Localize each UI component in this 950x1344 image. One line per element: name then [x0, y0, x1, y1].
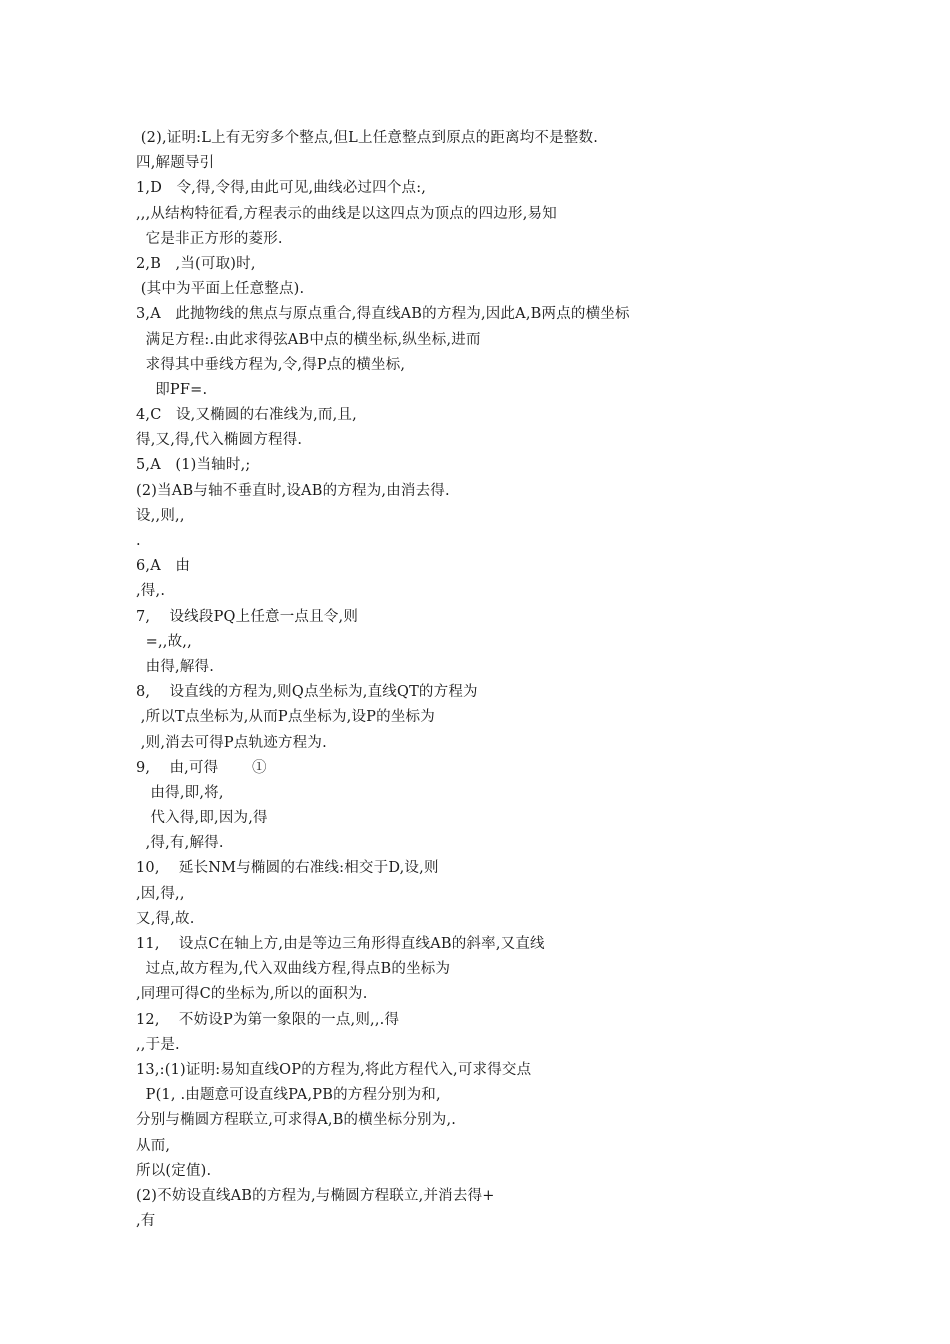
text-line: 代入得,即,因为,得: [136, 810, 268, 827]
text-line: ,则,消去可得P点轨迹方程为.: [136, 734, 327, 751]
text-line: 9, 由,可得 ①: [136, 759, 267, 776]
text-line: ,同理可得C的坐标为,所以的面积为.: [136, 986, 368, 1003]
text-line: 从而,: [136, 1137, 171, 1154]
text-line: 过点,故方程为,代入双曲线方程,得点B的坐标为: [136, 961, 451, 978]
text-line: 13,:(1)证明:易知直线OP的方程为,将此方程代入,可求得交点: [136, 1061, 532, 1078]
text-line: 求得其中垂线方程为,令,得P点的横坐标,: [136, 356, 406, 373]
text-line: (2)当AB与轴不垂直时,设AB的方程为,由消去得.: [136, 482, 450, 499]
text-line: ,所以T点坐标为,从而P点坐标为,设P的坐标为: [136, 709, 435, 726]
text-line: 满足方程:.由此求得弦AB中点的横坐标,纵坐标,进而: [136, 331, 481, 348]
text-line: 又,得,故.: [136, 910, 195, 927]
text-line: 得,又,得,代入椭圆方程得.: [136, 432, 303, 449]
text-line: 10, 延长NM与椭圆的右准线:相交于D,设,则: [136, 860, 439, 877]
text-line: ,因,得,,: [136, 885, 185, 902]
text-line: P(1, .由题意可设直线PA,PB的方程分别为和,: [136, 1087, 441, 1104]
text-line: 3,A 此抛物线的焦点与原点重合,得直线AB的方程为,因此A,B两点的横坐标: [136, 306, 630, 323]
text-line: (其中为平面上任意整点).: [136, 281, 305, 298]
text-line: ,得,.: [136, 583, 166, 600]
text-line: ,得,有,解得.: [136, 835, 224, 852]
text-line: ,有: [136, 1213, 156, 1230]
text-line: 设,,则,,: [136, 507, 185, 524]
text-line: 由得,解得.: [136, 658, 215, 675]
text-line: 所以(定值).: [136, 1162, 212, 1179]
text-line: ,,于是.: [136, 1036, 180, 1053]
text-line: =,,故,,: [136, 633, 192, 650]
text-line: 即PF=.: [136, 381, 208, 398]
text-line: 4,C 设,又椭圆的右准线为,而,且,: [136, 407, 357, 424]
text-line: .: [136, 533, 141, 549]
text-line: 11, 设点C在轴上方,由是等边三角形得直线AB的斜率,又直线: [136, 936, 545, 952]
text-line: 2,B ,当(可取)时,: [136, 255, 256, 272]
document-body: [136, 126, 836, 1234]
text-line: 8, 设直线的方程为,则Q点坐标为,直线QT的方程为: [136, 684, 478, 701]
text-line: 1,D 令,得,令得,由此可见,曲线必过四个点:,: [136, 180, 427, 197]
text-line: 由得,即,将,: [136, 784, 224, 801]
text-line: (2),证明:L上有无穷多个整点,但L上任意整点到原点的距离均不是整数.: [136, 130, 599, 146]
text-line: (2)不妨设直线AB的方程为,与椭圆方程联立,并消去得+: [136, 1187, 495, 1204]
text-line: ,,,从结构特征看,方程表示的曲线是以这四点为顶点的四边形,易知: [136, 205, 557, 222]
section-heading: 四,解题导引: [136, 155, 215, 172]
text-line: 12, 不妨设P为第一象限的一点,则,,.得: [136, 1011, 400, 1028]
text-line: 5,A (1)当轴时,;: [136, 457, 251, 474]
text-line: 6,A 由: [136, 558, 191, 575]
text-line: 它是非正方形的菱形.: [136, 230, 283, 247]
text-line: 分别与椭圆方程联立,可求得A,B的横坐标分别为,.: [136, 1112, 457, 1129]
text-line: 7, 设线段PQ上任意一点且令,则: [136, 608, 359, 625]
